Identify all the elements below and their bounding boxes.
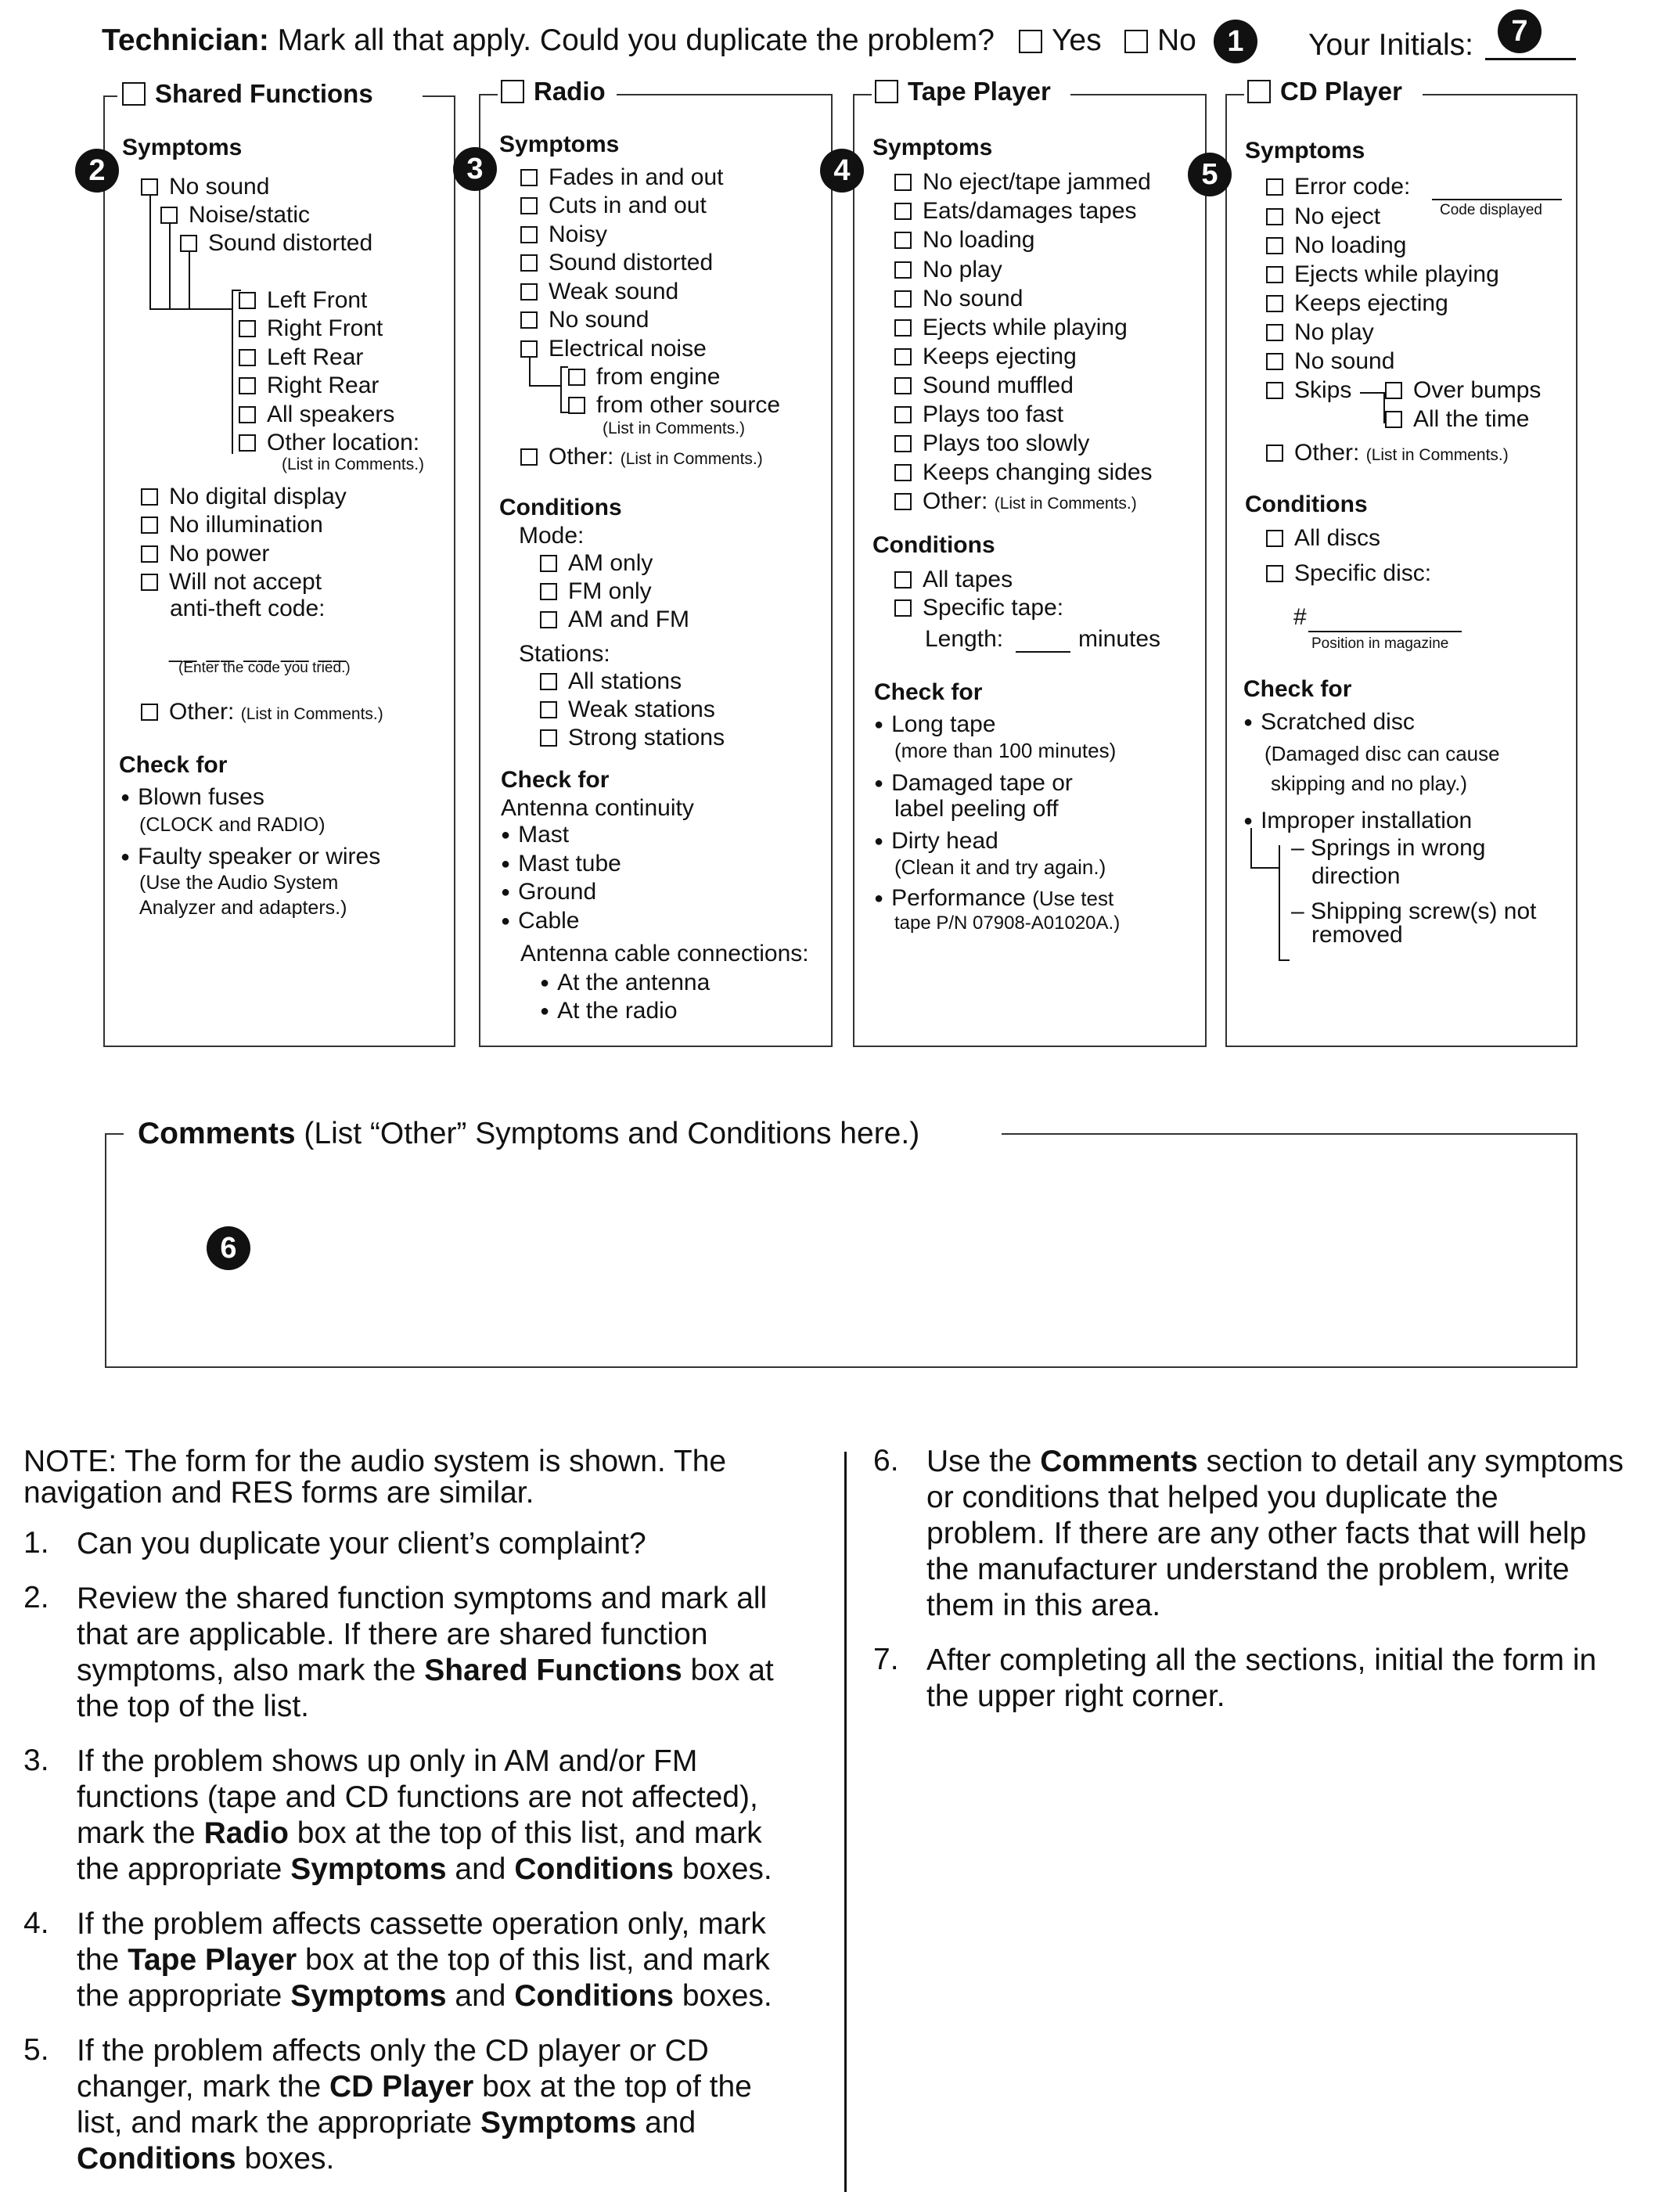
radio-header[interactable]	[501, 77, 606, 106]
tape-other[interactable]: Other: (List in Comments.)	[894, 488, 1137, 515]
tape-no-play-checkbox[interactable]	[894, 261, 912, 279]
note-item-2d: the top of the list.	[77, 1690, 310, 1723]
tape-length-input-line[interactable]	[1016, 651, 1070, 653]
comments-title: Comments	[138, 1117, 296, 1150]
shared-check-for: Check for	[119, 752, 228, 778]
comments-subtitle: (List “Other” Symptoms and Conditions here.)	[304, 1117, 920, 1150]
note-number-2: 2.	[23, 1581, 49, 1614]
cd-player-title: CD Player	[1280, 77, 1402, 106]
yes-label: Yes	[1052, 23, 1102, 57]
note-intro-2: navigation and RES forms are similar.	[23, 1476, 534, 1510]
cd-error-code[interactable]: Error code:	[1266, 174, 1410, 200]
shared-other-checkbox[interactable]	[141, 704, 158, 721]
step-badge-4: 4	[820, 149, 864, 193]
at-the-antenna: ● At the antenna	[540, 970, 710, 996]
radio-other-checkbox[interactable]	[520, 448, 538, 466]
note-item-3c: mark the Radio box at the top of this list, and mark	[77, 1816, 762, 1850]
over-bumps-checkbox[interactable]	[1385, 382, 1402, 399]
cd-keeps-ejecting[interactable]: Keeps ejecting	[1266, 290, 1448, 317]
note-item-1: Can you duplicate your client’s complaint?	[77, 1527, 646, 1560]
comments-header	[138, 1117, 919, 1151]
scratched-note-2: skipping and no play.)	[1271, 772, 1468, 795]
shared-functions-checkbox[interactable]	[122, 82, 146, 106]
left-rear-checkbox[interactable]	[239, 349, 256, 366]
step-badge-1: 1	[1214, 20, 1257, 63]
note-item-7a: After completing all the sections, initial the form in	[926, 1643, 1597, 1677]
tape-other-checkbox[interactable]	[894, 493, 912, 510]
radio-check-for: Check for	[501, 767, 610, 793]
weak-stations-checkbox[interactable]	[540, 701, 557, 718]
note-item-2b: that are applicable. If there are shared function	[77, 1618, 708, 1651]
specific-disc-checkbox[interactable]	[1266, 565, 1283, 582]
all-speakers-checkbox[interactable]	[239, 406, 256, 423]
all-the-time[interactable]: All the time	[1385, 406, 1529, 433]
cd-player-header[interactable]	[1247, 77, 1402, 106]
am-and-fm-checkbox[interactable]	[540, 611, 557, 628]
note-number-4: 4.	[23, 1906, 49, 1940]
note-item-6b: or conditions that helped you duplicate the	[926, 1481, 1498, 1514]
improper-installation: ● Improper installation	[1243, 808, 1472, 834]
error-code-checkbox[interactable]	[1266, 178, 1283, 196]
duplicate-question: Mark all that apply. Could you duplicate the problem?	[277, 23, 995, 57]
step-badge-2: 2	[75, 149, 119, 193]
will-not-accept[interactable]: Will not accept	[141, 569, 322, 596]
step-badge-6: 6	[207, 1226, 250, 1270]
no-digital-display[interactable]: No digital display	[141, 484, 347, 510]
electrical-noise-checkbox[interactable]	[520, 340, 538, 358]
disc-hash: #	[1293, 604, 1307, 630]
note-item-5a: If the problem affects only the CD player or CD	[77, 2034, 709, 2068]
radio-fades[interactable]: Fades in and out	[520, 164, 724, 191]
faulty-note-2: Analyzer and adapters.)	[139, 897, 347, 919]
tape-length-label: Length:	[925, 626, 1004, 652]
cd-symptoms-label: Symptoms	[1245, 138, 1365, 164]
radio-weak-sound[interactable]: Weak sound	[520, 279, 678, 305]
no-illumination-checkbox[interactable]	[141, 517, 158, 534]
no-illumination[interactable]: No illumination	[141, 512, 323, 538]
am-only[interactable]: AM only	[540, 550, 653, 577]
radio-sound-distorted[interactable]: Sound distorted	[520, 250, 713, 276]
radio-title: Radio	[534, 77, 606, 106]
tape-changing-sides-checkbox[interactable]	[894, 464, 912, 481]
check-cable: ● Cable	[501, 908, 579, 934]
right-front-checkbox[interactable]	[239, 320, 256, 337]
cd-no-sound-checkbox[interactable]	[1266, 353, 1283, 370]
note-item-2c: symptoms, also mark the Shared Functions box at	[77, 1654, 774, 1687]
initials-label: Your Initials:	[1308, 28, 1474, 62]
no-power-checkbox[interactable]	[141, 545, 158, 563]
scratched-note-1: (Damaged disc can cause	[1264, 742, 1500, 765]
comments-area[interactable]	[117, 1166, 1565, 1362]
tape-conditions: Conditions	[872, 532, 995, 558]
at-the-radio: ● At the radio	[540, 998, 678, 1024]
tape-plays-too-fast[interactable]: Plays too fast	[894, 401, 1063, 428]
location-left-rear[interactable]: Left Rear	[239, 344, 363, 371]
tape-no-loading-checkbox[interactable]	[894, 232, 912, 249]
sound-distorted-checkbox[interactable]	[180, 235, 197, 252]
long-tape: ● Long tape	[874, 711, 996, 738]
disc-position-input-line[interactable]	[1308, 631, 1462, 632]
note-item-7b: the upper right corner.	[926, 1679, 1225, 1713]
weak-sound-checkbox[interactable]	[520, 283, 538, 301]
antenna-cable-connections: Antenna cable connections:	[520, 941, 809, 966]
weak-stations[interactable]: Weak stations	[540, 696, 715, 723]
no-power[interactable]: No power	[141, 541, 269, 567]
tape-ejects-while-playing[interactable]: Ejects while playing	[894, 315, 1128, 341]
from-engine[interactable]: from engine	[568, 364, 720, 391]
no-option[interactable]	[1124, 23, 1196, 58]
note-item-3a: If the problem shows up only in AM and/or FM	[77, 1744, 698, 1778]
specific-tape[interactable]: Specific tape:	[894, 595, 1063, 621]
yes-option[interactable]	[1019, 23, 1102, 58]
technician-label: Technician:	[102, 23, 269, 57]
from-other-source[interactable]: from other source	[568, 392, 780, 419]
location-right-rear[interactable]: Right Rear	[239, 373, 379, 399]
position-in-magazine: Position in magazine	[1311, 635, 1449, 652]
cd-no-eject-checkbox[interactable]	[1266, 208, 1283, 225]
specific-tape-checkbox[interactable]	[894, 599, 912, 617]
cd-no-play[interactable]: No play	[1266, 319, 1374, 346]
technician-question	[102, 23, 995, 58]
from-engine-checkbox[interactable]	[568, 369, 585, 386]
shared-symptoms-label: Symptoms	[122, 135, 243, 160]
check-mast-tube: ● Mast tube	[501, 851, 621, 877]
scratched-disc: ● Scratched disc	[1243, 709, 1415, 736]
note-item-6e: them in this area.	[926, 1589, 1161, 1622]
other-location-checkbox[interactable]	[239, 434, 256, 452]
tape-keeps-ejecting-checkbox[interactable]	[894, 348, 912, 365]
tape-check-for: Check for	[874, 679, 983, 705]
shared-functions-header[interactable]	[122, 79, 373, 109]
error-code-input-line[interactable]	[1432, 199, 1562, 200]
tape-eats[interactable]: Eats/damages tapes	[894, 198, 1137, 225]
cd-other-checkbox[interactable]	[1266, 445, 1283, 462]
tape-plays-too-slowly[interactable]: Plays too slowly	[894, 430, 1089, 457]
cuts-checkbox[interactable]	[520, 197, 538, 214]
anti-theft-code-blanks[interactable]: __ __ __ __ __	[169, 637, 348, 663]
initials-input-line[interactable]	[1485, 58, 1576, 60]
blown-fuses-note: (CLOCK and RADIO)	[139, 814, 326, 836]
tape-player-checkbox[interactable]	[875, 80, 898, 103]
notes-divider	[844, 1452, 847, 2192]
am-and-fm[interactable]: AM and FM	[540, 606, 689, 633]
note-intro-1: NOTE: The form for the audio system is shown. The	[23, 1445, 727, 1478]
strong-stations[interactable]: Strong stations	[540, 725, 725, 751]
tape-no-sound-checkbox[interactable]	[894, 290, 912, 308]
location-right-front[interactable]: Right Front	[239, 315, 383, 342]
no-label: No	[1157, 23, 1196, 57]
radio-conditions: Conditions	[499, 495, 622, 520]
tape-eats-checkbox[interactable]	[894, 203, 912, 220]
shipping-screws: – Shipping screw(s) not	[1291, 898, 1537, 924]
tape-ejects-checkbox[interactable]	[894, 319, 912, 337]
note-item-3d: the appropriate Symptoms and Conditions boxes.	[77, 1852, 772, 1886]
cd-ejects-while-playing[interactable]: Ejects while playing	[1266, 261, 1499, 288]
note-number-6: 6.	[873, 1444, 899, 1478]
radio-cuts[interactable]: Cuts in and out	[520, 193, 707, 219]
tape-no-eject-checkbox[interactable]	[894, 174, 912, 191]
note-item-6c: problem. If there are any other facts that will help	[926, 1517, 1587, 1550]
faulty-speaker: ● Faulty speaker or wires	[121, 844, 380, 870]
step-badge-3: 3	[453, 147, 497, 191]
anti-theft-code-note: (Enter the code you tried.)	[178, 660, 351, 676]
tape-minutes-label: minutes	[1078, 626, 1161, 652]
note-item-5b: changer, mark the CD Player box at the top of the	[77, 2070, 752, 2104]
tape-no-sound[interactable]: No sound	[894, 286, 1023, 312]
shared-other[interactable]: Other: (List in Comments.)	[141, 699, 383, 725]
radio-mode-label: Mode:	[519, 523, 585, 549]
damaged-tape: ● Damaged tape or	[874, 770, 1073, 797]
fm-only-checkbox[interactable]	[540, 583, 557, 600]
tape-keeps-changing-sides[interactable]: Keeps changing sides	[894, 459, 1153, 486]
will-not-accept-checkbox[interactable]	[141, 574, 158, 591]
no-checkbox[interactable]	[1124, 30, 1148, 53]
cd-skips[interactable]: Skips	[1266, 377, 1351, 404]
note-item-2a: Review the shared function symptoms and mark all	[77, 1582, 768, 1615]
note-item-4c: the appropriate Symptoms and Conditions boxes.	[77, 1979, 772, 2013]
location-all-speakers[interactable]: All speakers	[239, 401, 394, 428]
no-sound-checkbox[interactable]	[141, 178, 158, 196]
cd-keeps-ejecting-checkbox[interactable]	[1266, 295, 1283, 312]
radio-checkbox[interactable]	[501, 80, 524, 103]
cd-ejects-checkbox[interactable]	[1266, 266, 1283, 283]
note-item-4a: If the problem affects cassette operation only, mark	[77, 1907, 766, 1941]
note-item-4b: the Tape Player box at the top of this list, and mark	[77, 1943, 770, 1977]
cd-no-loading[interactable]: No loading	[1266, 232, 1406, 259]
springs-wrong-2: direction	[1311, 863, 1401, 889]
noisy-checkbox[interactable]	[520, 226, 538, 243]
noise-static-checkbox[interactable]	[160, 207, 178, 224]
shared-noise-static[interactable]: Noise/static	[160, 202, 310, 229]
cd-check-for: Check for	[1243, 676, 1352, 702]
cd-conditions: Conditions	[1245, 491, 1368, 517]
damaged-tape-2: label peeling off	[894, 796, 1059, 822]
from-other-source-checkbox[interactable]	[568, 397, 585, 414]
note-number-7: 7.	[873, 1643, 899, 1676]
cd-no-play-checkbox[interactable]	[1266, 324, 1283, 341]
all-discs-checkbox[interactable]	[1266, 530, 1283, 547]
blown-fuses: ● Blown fuses	[121, 784, 264, 811]
yes-checkbox[interactable]	[1019, 30, 1042, 53]
dirty-head: ● Dirty head	[874, 828, 998, 855]
tape-no-eject[interactable]: No eject/tape jammed	[894, 169, 1151, 196]
cd-other[interactable]: Other: (List in Comments.)	[1266, 440, 1509, 466]
over-bumps[interactable]: Over bumps	[1385, 377, 1541, 404]
antenna-continuity: Antenna continuity	[501, 795, 694, 821]
specific-disc[interactable]: Specific disc:	[1266, 560, 1431, 587]
all-discs[interactable]: All discs	[1266, 525, 1380, 552]
check-mast: ● Mast	[501, 822, 569, 848]
radio-other[interactable]: Other: (List in Comments.)	[520, 444, 763, 470]
code-displayed-note: Code displayed	[1440, 202, 1542, 218]
am-only-checkbox[interactable]	[540, 555, 557, 572]
left-front-checkbox[interactable]	[239, 292, 256, 309]
all-the-time-checkbox[interactable]	[1385, 411, 1402, 428]
tape-player-title: Tape Player	[908, 77, 1051, 106]
radio-no-sound-checkbox[interactable]	[520, 311, 538, 329]
skips-checkbox[interactable]	[1266, 382, 1283, 399]
tape-symptoms-label: Symptoms	[872, 135, 993, 160]
right-rear-checkbox[interactable]	[239, 377, 256, 394]
radio-no-sound[interactable]: No sound	[520, 307, 649, 333]
location-other[interactable]: Other location:	[239, 430, 419, 456]
note-item-5d: Conditions boxes.	[77, 2142, 335, 2176]
all-tapes-checkbox[interactable]	[894, 571, 912, 588]
dirty-head-note: (Clean it and try again.)	[894, 855, 1106, 879]
faulty-note-1: (Use the Audio System	[139, 872, 339, 894]
shipping-screws-2: removed	[1311, 922, 1403, 948]
long-tape-note: (more than 100 minutes)	[894, 739, 1117, 762]
radio-symptoms-label: Symptoms	[499, 131, 620, 157]
step-badge-5: 5	[1188, 153, 1232, 196]
tape-no-loading[interactable]: No loading	[894, 227, 1034, 254]
tape-too-slowly-checkbox[interactable]	[894, 435, 912, 452]
radio-noisy[interactable]: Noisy	[520, 221, 607, 248]
all-stations-checkbox[interactable]	[540, 673, 557, 690]
cd-player-checkbox[interactable]	[1247, 80, 1271, 103]
location-left-front[interactable]: Left Front	[239, 287, 367, 314]
fm-only[interactable]: FM only	[540, 578, 652, 605]
springs-wrong: – Springs in wrong	[1291, 835, 1486, 861]
shared-no-sound[interactable]: No sound	[141, 174, 269, 200]
tape-sound-muffled[interactable]: Sound muffled	[894, 373, 1074, 399]
note-item-5c: list, and mark the appropriate Symptoms and	[77, 2106, 696, 2140]
performance-note-2: tape P/N 07908-A01020A.)	[894, 912, 1121, 934]
strong-stations-checkbox[interactable]	[540, 729, 557, 747]
other-location-note: (List in Comments.)	[282, 455, 425, 473]
check-ground: ● Ground	[501, 879, 596, 905]
no-digital-display-checkbox[interactable]	[141, 488, 158, 506]
radio-stations-label: Stations:	[519, 641, 610, 667]
tape-no-play[interactable]: No play	[894, 257, 1002, 283]
note-number-1: 1.	[23, 1526, 49, 1560]
tape-player-header[interactable]	[875, 77, 1051, 106]
fades-checkbox[interactable]	[520, 169, 538, 186]
all-stations[interactable]: All stations	[540, 668, 682, 695]
anti-theft-label: anti-theft code:	[170, 596, 326, 621]
tape-sound-muffled-checkbox[interactable]	[894, 377, 912, 394]
note-number-3: 3.	[23, 1744, 49, 1777]
tape-keeps-ejecting[interactable]: Keeps ejecting	[894, 344, 1077, 370]
from-other-note: (List in Comments.)	[603, 419, 746, 437]
note-item-6a: Use the Comments section to detail any symptoms	[926, 1445, 1624, 1478]
cd-no-loading-checkbox[interactable]	[1266, 237, 1283, 254]
all-tapes[interactable]: All tapes	[894, 567, 1013, 593]
cd-no-eject[interactable]: No eject	[1266, 203, 1380, 230]
note-number-5: 5.	[23, 2033, 49, 2067]
performance: ● Performance (Use test	[874, 885, 1113, 912]
shared-sound-distorted[interactable]: Sound distorted	[180, 230, 372, 257]
note-item-3b: functions (tape and CD functions are not affected),	[77, 1780, 758, 1814]
radio-sound-distorted-checkbox[interactable]	[520, 254, 538, 272]
step-badge-7: 7	[1498, 9, 1541, 53]
cd-no-sound[interactable]: No sound	[1266, 348, 1394, 375]
note-item-6d: the manufacturer understand the problem, write	[926, 1553, 1570, 1586]
tape-too-fast-checkbox[interactable]	[894, 406, 912, 423]
radio-electrical-noise[interactable]: Electrical noise	[520, 336, 707, 362]
shared-functions-title: Shared Functions	[155, 79, 373, 108]
